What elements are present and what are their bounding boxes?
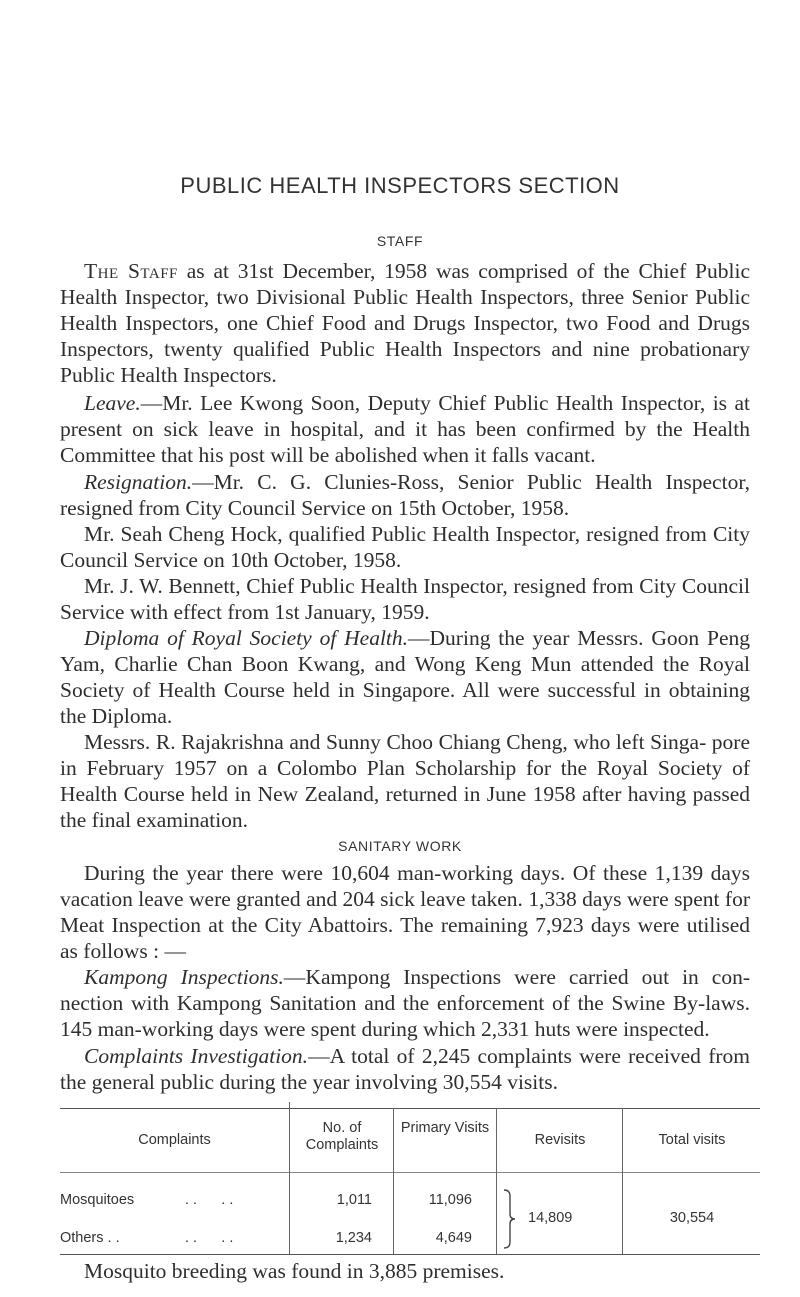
diploma-lead: Diploma of Royal Society of Health. (84, 626, 409, 650)
table-top-rule (60, 1108, 760, 1109)
revisits-value: 14,809 (528, 1210, 573, 1226)
complaints-lead: Complaints Investigation. (84, 1044, 309, 1068)
sanitary-paragraph: During the year there were 10,604 man-working days. Of these 1,139 days vacation leave were granted and 204 sick leave taken. 1,338 days were spent for Meat Inspection at the City Abattoirs. The remaining 7,923 days were utilised as follows : — (60, 861, 750, 963)
staff-heading: STAFF (376, 233, 424, 249)
diploma-text: —During the year Messrs. Goon Peng Yam, Charlie Chan Boon Kwang, and Wong Keng Mun attended the Royal Society of Health Course held in Singapore. All were successful in obtaining the Diploma. (60, 626, 750, 728)
header-revisits: Revisits (534, 1132, 586, 1148)
sanitary-heading: SANITARY WORK (338, 838, 462, 854)
kampong-lead: Kampong Inspections. (84, 965, 284, 989)
table-column-divider (622, 1108, 623, 1254)
footer-note: Mosquito breeding was found in 3,885 premises. (84, 1259, 505, 1283)
page-title: PUBLIC HEALTH INSPECTORS SECTION (180, 173, 620, 198)
kampong-text: —Kampong Inspections were carried out in con- nection with Kampong Sanitation and the enforcement of the Swine By-laws. 145 man-working days were spent during which 2,331 huts were inspected. (60, 965, 750, 1041)
table-column-divider (393, 1108, 394, 1254)
row-leader-dots: . . . . (185, 1230, 234, 1246)
row-number-mosquitoes: 1,011 (336, 1192, 372, 1208)
header-no-of-complaints: No. of Complaints (305, 1120, 379, 1153)
staff-lead: The Staff (84, 259, 178, 283)
diploma-paragraph-2: Messrs. R. Rajakrishna and Sunny Choo Chiang Cheng, who left Singa- pore in February 1957 on a Colombo Plan Scholarship for the Royal Society of Health Course held in New Zealand, returned in June 1958 after having passed the final examination. (60, 730, 750, 832)
resignation-paragraph-3: Mr. J. W. Bennett, Chief Public Health Inspector, resigned from City Council Service with effect from 1st January, 1959. (60, 574, 750, 624)
resignation-lead: Resignation. (84, 470, 193, 494)
table-bottom-rule (60, 1254, 760, 1255)
row-primary-mosquitoes: 11,096 (428, 1192, 472, 1208)
leave-paragraph (60, 390, 750, 468)
header-complaints: Complaints (138, 1132, 211, 1148)
staff-text: as at 31st December, 1958 was comprised of the Chief Public Health Inspector, two Divisional Public Health Inspectors, three Senior Public Health Inspectors, one Chief Food and Drugs Inspector, two Food and Drugs Inspectors, twenty qualified Public Health Inspectors and nine probationary Public Health Inspectors. (60, 259, 750, 387)
table-column-divider (496, 1108, 497, 1254)
row-leader-dots: . . . . (185, 1192, 234, 1208)
header-primary-visits: Primary Visits (400, 1120, 490, 1136)
table-header-rule (60, 1172, 760, 1173)
leave-lead: Leave. (84, 391, 141, 415)
leave-text: —Mr. Lee Kwong Soon, Deputy Chief Public Health Inspector, is at present on sick leave in hospital, and it has been confirmed by the Health Committee that his post will be abolished when it falls vacant. (60, 391, 750, 467)
total-visits-value: 30,554 (669, 1210, 715, 1226)
staff-paragraph (60, 258, 750, 388)
header-total-visits: Total visits (658, 1132, 726, 1148)
kampong-paragraph (60, 964, 750, 1042)
row-label-mosquitoes: Mosquitoes (60, 1192, 135, 1208)
resignation-text: —Mr. C. G. Clunies-Ross, Senior Public Health Inspector, resigned from City Council Service on 15th October, 1958. (60, 470, 750, 520)
complaints-paragraph (60, 1043, 750, 1095)
diploma-paragraph (60, 625, 750, 729)
resignation-paragraph (60, 469, 750, 521)
row-number-others: 1,234 (335, 1230, 372, 1246)
right-brace-icon (500, 1188, 520, 1250)
table-column-divider (289, 1102, 290, 1254)
resignation-paragraph-2: Mr. Seah Cheng Hock, qualified Public Health Inspector, resigned from City Council Service on 10th October, 1958. (60, 522, 750, 572)
row-primary-others: 4,649 (435, 1230, 472, 1246)
row-label-others: Others . . (60, 1230, 120, 1246)
complaints-table (60, 1108, 760, 1254)
complaints-text: —A total of 2,245 complaints were received from the general public during the year involving 30,554 visits. (60, 1044, 750, 1094)
